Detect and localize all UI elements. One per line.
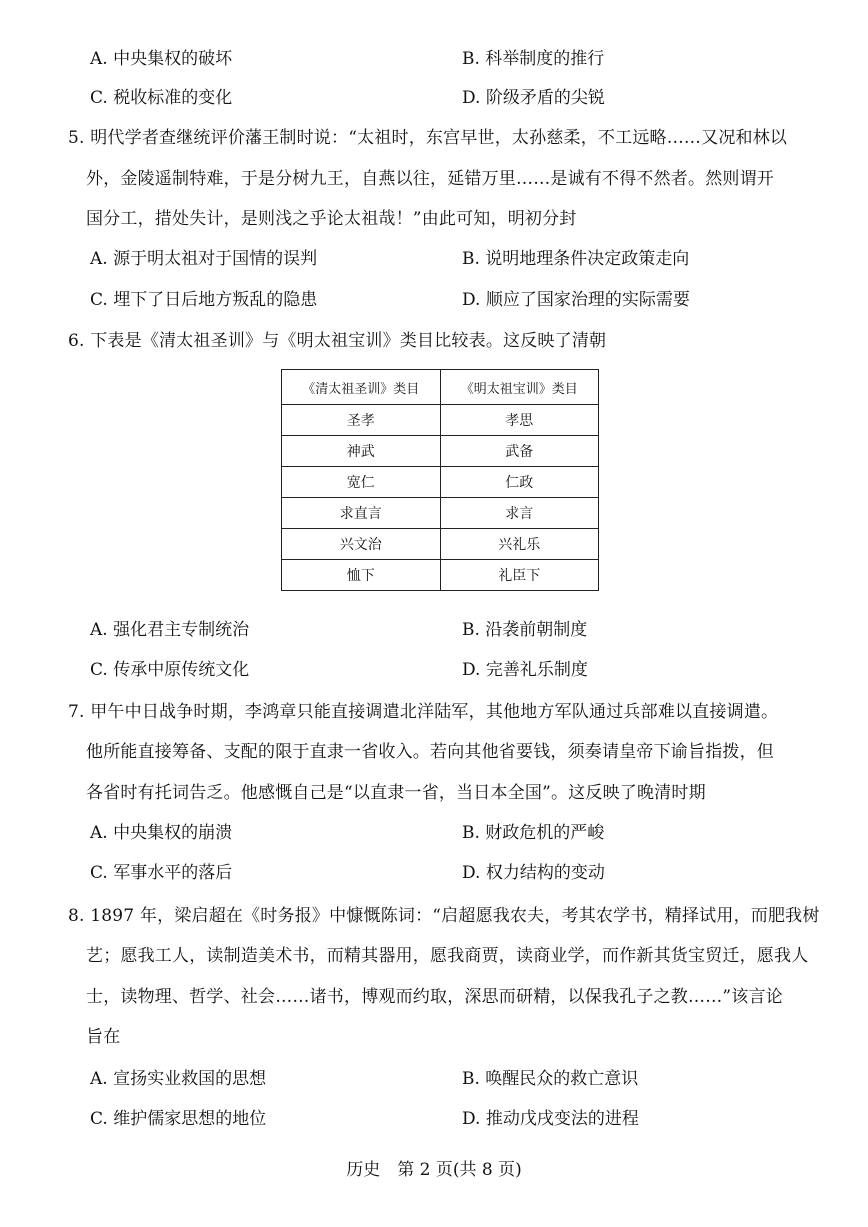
table-row — [282, 467, 599, 498]
table-header: 《清太祖圣训》类目 — [282, 370, 441, 405]
table-header: 《明太祖宝训》类目 — [440, 370, 599, 405]
table-row — [282, 436, 599, 467]
q8-stem-line-2: 艺；愿我工人，读制造美术书，而精其器用，愿我商贾，读商业学，而作新其货宝贸迁，愿我人 — [86, 946, 809, 966]
q8-stem-line-4: 旨在 — [86, 1027, 121, 1047]
table-header-row — [282, 370, 599, 405]
q8-option-d: D. 推动戊戌变法的进程 — [462, 1109, 639, 1129]
q6-option-c: C. 传承中原传统文化 — [90, 660, 250, 680]
q5-option-b: B. 说明地理条件决定政策走向 — [462, 249, 690, 269]
table-cell: 兴礼乐 — [440, 529, 599, 560]
q5-option-a: A. 源于明太祖对于国情的误判 — [90, 249, 318, 269]
q5-option-d: D. 顺应了国家治理的实际需要 — [462, 290, 690, 310]
table-row — [282, 529, 599, 560]
table-cell: 礼臣下 — [440, 560, 599, 591]
q8-stem-line-3: 士，读物理、哲学、社会……诸书，博观而约取，深思而研精，以保我孔子之教……”该言论 — [86, 987, 783, 1007]
q8-option-a: A. 宣扬实业救国的思想 — [90, 1069, 267, 1089]
table-cell: 仁政 — [440, 467, 599, 498]
q7-option-b: B. 财政危机的严峻 — [462, 823, 605, 843]
comparison-table — [281, 369, 599, 591]
q5-stem-line-3: 国分工，措处失计，是则浅之乎论太祖哉！”由此可知，明初分封 — [86, 209, 577, 229]
q5-stem-line-2: 外，金陵遥制特难，于是分树九王，自燕以往，延错万里……是诚有不得不然者。然则谓开 — [86, 169, 774, 189]
q6-option-b: B. 沿袭前朝制度 — [462, 620, 588, 640]
table-cell: 宽仁 — [282, 467, 441, 498]
option-c: C. 税收标准的变化 — [90, 88, 233, 108]
table-cell: 恤下 — [282, 560, 441, 591]
option-d: D. 阶级矛盾的尖锐 — [462, 88, 605, 108]
q5-option-c: C. 埋下了日后地方叛乱的隐患 — [90, 290, 318, 310]
q7-option-d: D. 权力结构的变动 — [462, 863, 605, 883]
table-cell: 求言 — [440, 498, 599, 529]
table-row — [282, 498, 599, 529]
q8-option-c: C. 维护儒家思想的地位 — [90, 1109, 267, 1129]
q5-stem-line-1: 5. 明代学者查继统评价藩王制时说：“太祖时，东宫早世，太孙慈柔，不工远略……又况和林以 — [68, 128, 788, 148]
q7-stem-line-1: 7. 甲午中日战争时期，李鸿章只能直接调遣北洋陆军，其他地方军队通过兵部难以直接调遣。 — [68, 702, 779, 722]
table-cell: 兴文治 — [282, 529, 441, 560]
q7-stem-line-2: 他所能直接筹备、支配的限于直隶一省收入。若向其他省要钱，须奏请皇帝下谕旨指拨，但 — [86, 742, 774, 762]
q6-stem: 6. 下表是《清太祖圣训》与《明太祖宝训》类目比较表。这反映了清朝 — [68, 331, 607, 351]
table-cell: 神武 — [282, 436, 441, 467]
page-footer: 历史 第 2 页(共 8 页) — [346, 1160, 522, 1180]
table-row — [282, 405, 599, 436]
q7-option-c: C. 军事水平的落后 — [90, 863, 233, 883]
q7-stem-line-3: 各省时有托词告乏。他感慨自己是“以直隶一省，当日本全国”。这反映了晚清时期 — [86, 783, 706, 803]
q8-stem-line-1: 8. 1897 年，梁启超在《时务报》中慷慨陈词：“启超愿我农夫，考其农学书，精择试用，而肥我树 — [68, 906, 820, 926]
q7-option-a: A. 中央集权的崩溃 — [90, 823, 233, 843]
table-cell: 武备 — [440, 436, 599, 467]
q8-option-b: B. 唤醒民众的救亡意识 — [462, 1069, 639, 1089]
table-row — [282, 560, 599, 591]
option-b: B. 科举制度的推行 — [462, 49, 605, 69]
q6-option-d: D. 完善礼乐制度 — [462, 660, 588, 680]
table-cell: 孝思 — [440, 405, 599, 436]
table-cell: 求直言 — [282, 498, 441, 529]
table-cell: 圣孝 — [282, 405, 441, 436]
q6-option-a: A. 强化君主专制统治 — [90, 620, 250, 640]
option-a: A. 中央集权的破坏 — [90, 49, 233, 69]
